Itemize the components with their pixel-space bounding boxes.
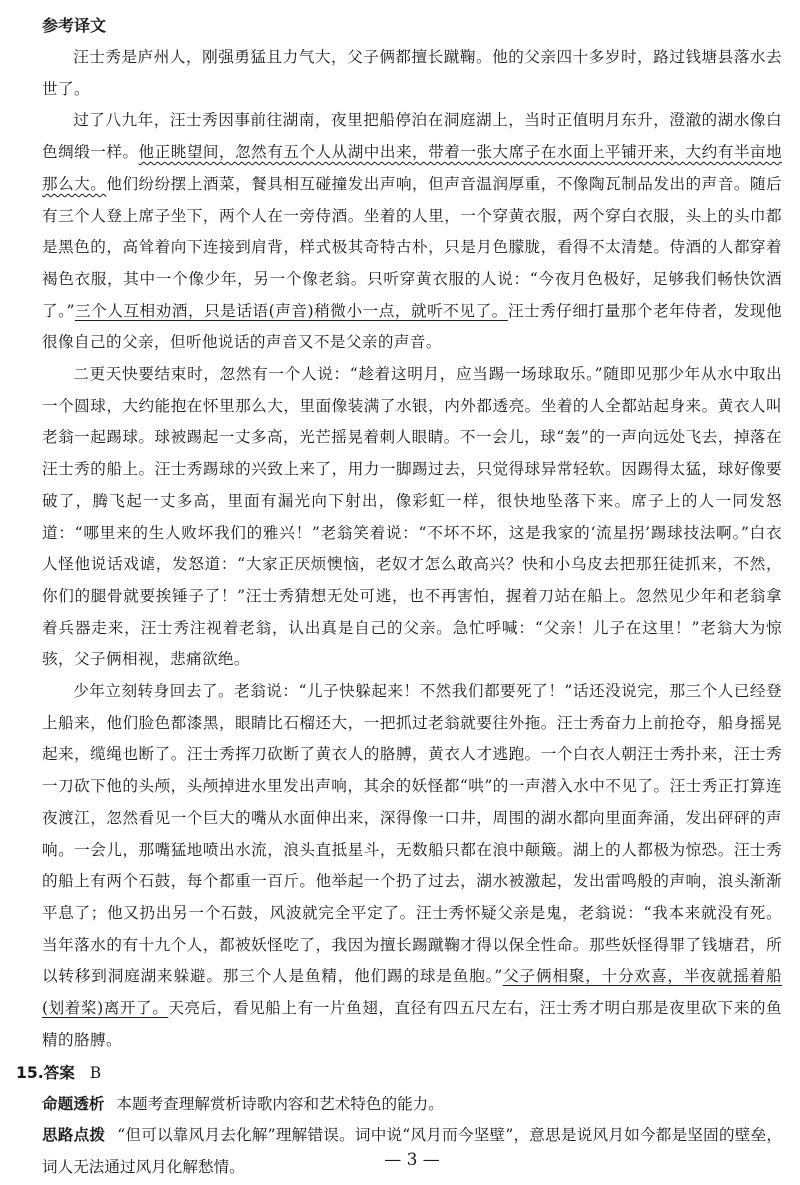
analysis-label: 命题透析 (42, 1094, 105, 1113)
paragraph-4 (42, 676, 782, 1056)
paragraph-3: 二更天快要结束时，忽然有一个人说：“趁着这明月，应当踢一场球取乐。”随即见那少年从水中取出一个圆球，大约能抱在怀里那么大，里面像装满了水银，内外都透亮。坐着的人全都站起身来。黄衣人叫老翁一起踢球。球被踢起一丈多高，光芒摇晃着刺人眼睛。不一会儿，球“轰”的一声向远处飞去，掉落在汪士秀的船上。汪士秀踢球的兴致上来了，用力一脚踢过去，只觉得球异常轻软。因踢得太猛，球好像要破了，腾飞起一丈多高，里面有漏光向下射出，像彩虹一样，很快地坠落下来。席子上的人一同发怒道：“哪里来的生人败坏我们的雅兴！”老翁笑着说：“不坏不坏，这是我家的‘流星拐’踢球技法啊。”白衣人怪他说话戏谑，发怒道：“大家正厌烦懊恼，老奴才怎么敢高兴？快和小乌皮去把那狂徒抓来，不然，你们的腿骨就要挨锤子了！”汪士秀猜想无处可逃，也不再害怕，握着刀站在船上。忽然见少年和老翁拿着兵器走来，汪士秀注视着老翁，认出真是自己的父亲。急忙呼喊：“父亲！儿子在这里！”老翁大为惊骇，父子俩相视，悲痛欲绝。 (42, 365, 782, 669)
paragraph-2 (42, 105, 782, 359)
paragraph-2-part-c: 他们纷纷摆上酒菜，餐具相互碰撞发出声响，但声音温润厚重，不像陶瓦制品发出的声音。随后有三个人登上席子坐下，两个人在一旁侍酒。坐着的人里，一个穿黄衣服，两个穿白衣服，头上的头巾都是黑色的，高耸着向下连接到肩背，样式极其奇特古朴，只是月色朦胧，看得不太清楚。侍酒的人都穿着褐色衣服，其中一个像少年，另一个像老翁。只听穿黄衣服的人说：“今夜月色极好，足够我们畅快饮酒了。” (42, 174, 782, 320)
document-page (16, 10, 782, 1176)
answer-value: B (89, 1063, 102, 1082)
hint-label: 思路点拨 (42, 1126, 106, 1145)
wavy-underlined-sentence: 他正眺望间，忽然有五个人从湖中出来，带着一张大席子在水面上平铺开来，大约有半亩地那么大。 (42, 143, 782, 193)
section-heading: 参考译文 (42, 16, 107, 35)
hint-text: “但可以靠风月去化解”理解错误。词中说“风月而今坚壁”，意思是说风月如今都是坚固的壁垒，词人无法通过风月化解愁情。 (42, 1126, 782, 1176)
question-number: 15. (16, 1063, 44, 1082)
paragraph-4-part-a: 少年立刻转身回去了。老翁说：“儿子快躲起来！不然我们都要死了！”话还没说完，那三个人已经登上船来，他们脸色都漆黑，眼睛比石榴还大，一把抓过老翁就要往外拖。汪士秀奋力上前抢夺，船身摇晃起来，缆绳也断了。汪士秀挥刀砍断了黄衣人的胳膊，黄衣人才逃跑。一个白衣人朝汪士秀扑来，汪士秀一刀砍下他的头颅，头颅掉进水里发出声响，其余的妖怪都“哄”的一声潜入水中不见了。汪士秀正打算连夜渡江，忽然看见一个巨大的嘴从水面伸出来，深得像一口井，周围的湖水都向里面奔涌，发出砰砰的声响。一会儿，那嘴猛地喷出水流，浪头直抵星斗，无数船只都在浪中颠簸。湖上的人都极为惊恐。汪士秀的船上有两个石鼓，每个都重一百斤。他举起一个扔了过去，湖水被激起，发出雷鸣般的声响，浪头渐渐平息了；他又扔出另一个石鼓，风波就完全平定了。汪士秀怀疑父亲是鬼，老翁说：“我本来就没有死。当年落水的有十九个人，都被妖怪吃了，我因为擅长踢蹴鞠才得以保全性命。那些妖怪得罪了钱塘君，所以转移到洞庭湖来躲避。那三个人是鱼精，他们踢的球是鱼胞。” (42, 682, 782, 986)
paragraph-1: 汪士秀是庐州人，刚强勇猛且力气大，父子俩都擅长蹴鞠。他的父亲四十多岁时，路过钱塘县落水去世了。 (42, 48, 782, 98)
analysis-line (42, 1089, 782, 1121)
paragraph-2-part-e: 汪士秀仔细打量那个老年侍者，发现他很像自己的父亲，但听他说话的声音又不是父亲的声音。 (42, 301, 782, 352)
answer-label: 答案 (43, 1063, 75, 1082)
paragraph-2-part-a: 过了八九年，汪士秀因事前往湖南，夜里把船停泊在洞庭湖上，当时正值明月东升，澄澈的湖水像白色绸缎一样。 (42, 111, 782, 162)
underlined-sentence-1: 三个人互相劝酒，只是话语(声音)稍微小一点，就听不见了。 (74, 301, 508, 320)
page-number: — 3 — (384, 1150, 440, 1170)
answer-line (16, 1057, 782, 1089)
underlined-sentence-2: 父子俩相聚，十分欢喜，半夜就摇着船(划着桨)离开了。 (42, 967, 782, 1018)
analysis-text: 本题考查理解赏析诗歌内容和艺术特色的能力。 (116, 1094, 444, 1113)
paragraph-4-part-c: 天亮后，看见船上有一片鱼翅，直径有四五尺左右，汪士秀才明白那是夜里砍下来的鱼精的胳膊。 (42, 999, 782, 1049)
